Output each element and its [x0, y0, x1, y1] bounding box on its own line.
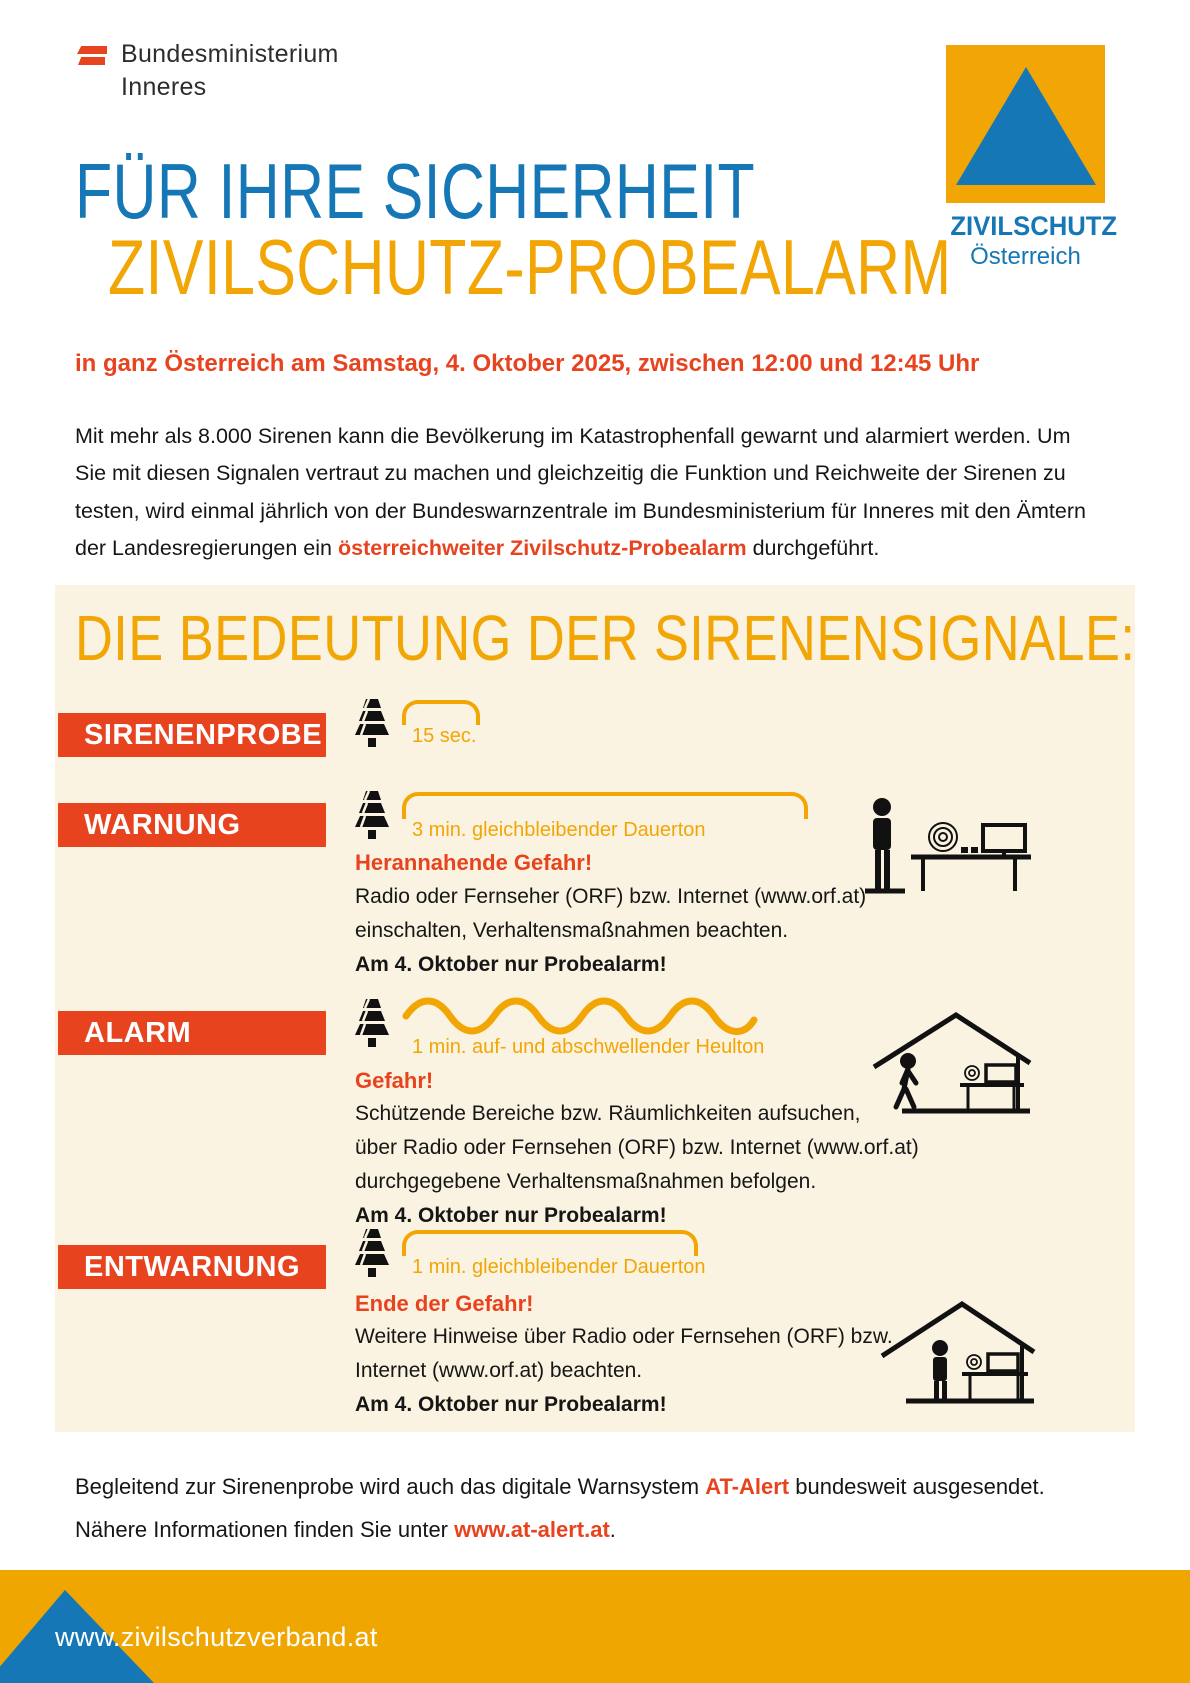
event-dateline: in ganz Österreich am Samstag, 4. Oktober 2025, zwischen 12:00 und 12:45 Uhr	[75, 350, 980, 377]
entwarnung-text-line: Weitere Hinweise über Radio oder Fernsehen (ORF) bzw.	[355, 1325, 893, 1348]
at-alert-url: www.at-alert.at	[454, 1517, 610, 1542]
siren-icon	[352, 790, 392, 840]
intro-text-after: durchgeführt.	[746, 536, 880, 560]
signal-shape-wave-tone	[402, 996, 758, 1036]
signal-label-sirenenprobe: SIRENENPROBE	[58, 713, 326, 757]
signal-duration-sirenenprobe: 15 sec.	[412, 725, 477, 747]
person-inside-house-icon	[878, 1292, 1036, 1407]
zivilschutz-logo-square	[946, 45, 1105, 203]
siren-icon	[352, 998, 392, 1048]
siren-icon	[352, 698, 392, 748]
at-alert-highlight: AT-Alert	[705, 1474, 790, 1499]
ministry-name-line1: Bundesministerium	[121, 40, 339, 68]
signal-shape-short-tone	[402, 700, 480, 725]
alarm-alert-heading: Gefahr!	[355, 1068, 434, 1093]
zivilschutz-logo-subtitle: Österreich	[970, 243, 1081, 270]
entwarnung-text-line: Internet (www.orf.at) beachten.	[355, 1359, 643, 1382]
warnung-text-line: einschalten, Verhaltensmaßnahmen beachten.	[355, 919, 789, 942]
ministry-name	[121, 38, 339, 104]
entwarnung-probealarm-note: Am 4. Oktober nur Probealarm!	[355, 1393, 667, 1416]
ministry-name-line2: Inneres	[121, 73, 207, 101]
headline-line2: ZIVILSCHUTZ-PROBEALARM	[108, 223, 952, 311]
warnung-alert-heading: Herannahende Gefahr!	[355, 850, 593, 875]
signal-label-alarm: ALARM	[58, 1011, 326, 1055]
signals-section-heading: DIE BEDEUTUNG DER SIRENENSIGNALE:	[75, 602, 1136, 674]
intro-text-before: Mit mehr als 8.000 Sirenen kann die Bevölkerung im Katastrophenfall gewarnt und alarmiert werden. Um Sie mit diesen Signalen vertraut zu machen und gleichzeitig die Funktion und Reichweite der Sirenen zu testen, wird einmal jährlich von der Bundeswarnzentrale im Bundesministerium für Inneres mit den Ämtern der Landesregierungen ein	[75, 423, 1086, 560]
person-entering-house-icon	[868, 1005, 1033, 1117]
alarm-text-line: durchgegebene Verhaltensmaßnahmen befolgen.	[355, 1170, 817, 1193]
at-alert-note-line2: Nähere Informationen finden Sie unter www.at-alert.at.	[75, 1517, 616, 1542]
signal-duration-alarm: 1 min. auf- und abschwellender Heulton	[412, 1036, 765, 1058]
headline-line1: FÜR IHRE SICHERHEIT	[75, 147, 756, 235]
alarm-text-line: über Radio oder Fernsehen (ORF) bzw. Internet (www.orf.at)	[355, 1136, 919, 1159]
warnung-probealarm-note: Am 4. Oktober nur Probealarm!	[355, 953, 667, 976]
signal-label-entwarnung: ENTWARNUNG	[58, 1245, 326, 1289]
footer-website-url: www.zivilschutzverband.at	[55, 1622, 378, 1652]
intro-highlight: österreichweiter Zivilschutz-Probealarm	[337, 536, 747, 560]
signal-label-warnung: WARNUNG	[58, 803, 326, 847]
triangle-icon	[956, 67, 1096, 185]
intro-paragraph	[75, 418, 1087, 568]
ministry-logo	[75, 38, 339, 104]
person-radio-tv-icon	[865, 795, 1033, 900]
alarm-text-line: Schützende Bereiche bzw. Räumlichkeiten aufsuchen,	[355, 1102, 861, 1125]
at-alert-note-line1: Begleitend zur Sirenenprobe wird auch das digitale Warnsystem AT-Alert bundesweit ausgesendet.	[75, 1474, 1045, 1499]
signal-shape-long-tone	[402, 792, 808, 819]
zivilschutz-logo-title: ZIVILSCHUTZ	[950, 211, 1118, 241]
warnung-text-line: Radio oder Fernseher (ORF) bzw. Internet (www.orf.at)	[355, 885, 867, 908]
signal-duration-entwarnung: 1 min. gleichbleibender Dauerton	[412, 1256, 706, 1278]
signal-duration-warnung: 3 min. gleichbleibender Dauerton	[412, 819, 706, 841]
austria-flag-icon	[75, 46, 107, 65]
alarm-probealarm-note: Am 4. Oktober nur Probealarm!	[355, 1204, 667, 1227]
signal-shape-medium-tone	[402, 1230, 698, 1256]
siren-icon	[352, 1228, 392, 1278]
entwarnung-alert-heading: Ende der Gefahr!	[355, 1291, 534, 1316]
